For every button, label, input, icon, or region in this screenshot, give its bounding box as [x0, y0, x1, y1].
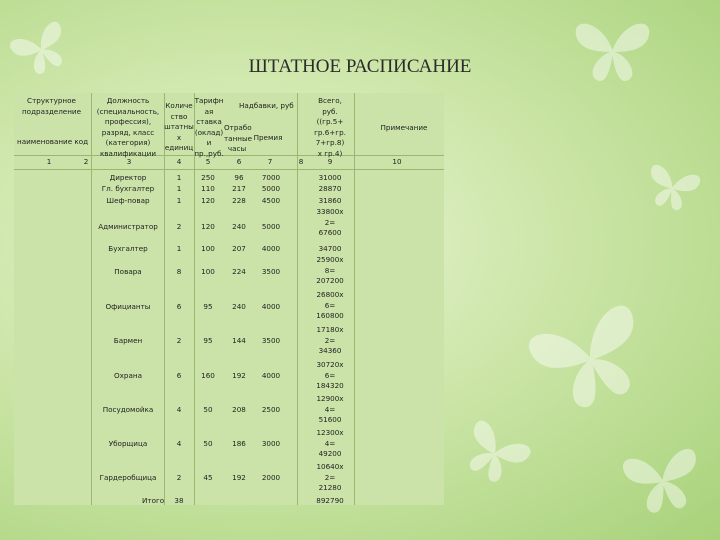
column-number: 3: [126, 157, 132, 166]
row-allowance: 192: [232, 371, 246, 380]
row-allowance: 144: [232, 336, 246, 345]
total-label: Итого: [142, 496, 165, 505]
row-allowance: 240: [232, 302, 246, 311]
row-bonus: 3500: [261, 267, 281, 276]
row-count: 8: [176, 267, 182, 276]
row-total: 26800х 6= 160800: [316, 290, 344, 320]
butterfly-decoration: [609, 432, 716, 527]
row-bonus: 4500: [261, 196, 281, 205]
row-count: 1: [176, 244, 182, 253]
row-allowance: 207: [232, 244, 246, 253]
butterfly-decoration: [444, 404, 546, 501]
header-bonus: Премия: [253, 133, 283, 142]
row-bonus: 5000: [261, 222, 281, 231]
column-number: 2: [83, 157, 89, 166]
row-position: Повара: [114, 267, 142, 276]
row-bonus: 2000: [261, 473, 281, 482]
page-title: ШТАТНОЕ РАСПИСАНИЕ: [248, 56, 472, 77]
butterfly-decoration: [634, 153, 711, 223]
row-tariff: 160: [201, 371, 215, 380]
row-tariff: 95: [203, 302, 213, 311]
row-count: 6: [176, 302, 182, 311]
row-bonus: 4000: [261, 302, 281, 311]
row-allowance: 186: [232, 439, 246, 448]
header-structural-unit: Структурное подразделение: [21, 96, 82, 116]
butterfly-decoration: [565, 10, 660, 90]
row-count: 1: [176, 196, 182, 205]
column-number: 8: [298, 157, 304, 166]
column-number: 5: [205, 157, 211, 166]
column-number: 1: [46, 157, 52, 166]
row-total: 30720х 6= 184320: [316, 360, 344, 390]
header-worked-hours: Отрабо танные часы: [224, 123, 253, 153]
row-bonus: 4000: [261, 371, 281, 380]
row-total: 25900х 8= 207200: [316, 255, 344, 285]
header-name-code: наименование код: [17, 137, 89, 146]
row-bonus: 3000: [261, 439, 281, 448]
row-bonus: 5000: [261, 184, 281, 193]
column-number: 10: [392, 157, 402, 166]
row-allowance: 217: [232, 184, 246, 193]
row-tariff: 120: [201, 222, 215, 231]
row-tariff: 50: [203, 439, 213, 448]
row-count: 6: [176, 371, 182, 380]
row-allowance: 228: [232, 196, 246, 205]
row-total: 31000: [318, 173, 342, 182]
row-bonus: 3500: [261, 336, 281, 345]
row-allowance: 96: [234, 173, 244, 182]
row-position: Гл. бухгалтер: [101, 184, 155, 193]
row-tariff: 50: [203, 405, 213, 414]
row-total: 17180х 2= 34360: [316, 325, 344, 355]
header-note: Примечание: [380, 123, 428, 132]
row-tariff: 120: [201, 196, 215, 205]
row-total: 12300х 4= 49200: [316, 428, 344, 458]
column-number: 7: [267, 157, 273, 166]
row-position: Охрана: [114, 371, 142, 380]
row-total: 31860: [318, 196, 342, 205]
row-allowance: 208: [232, 405, 246, 414]
row-count: 4: [176, 405, 182, 414]
row-position: Шеф-повар: [106, 196, 150, 205]
row-allowance: 224: [232, 267, 246, 276]
header-allowances: Надбавки, руб: [239, 101, 294, 110]
row-position: Администратор: [98, 222, 158, 231]
row-count: 1: [176, 184, 182, 193]
header-position: Должность (специальность, профессия), разряд, класс (категория) квалификации: [96, 96, 160, 158]
row-position: Уборщица: [108, 439, 148, 448]
row-position: Посудомойка: [102, 405, 154, 414]
grand-total: 892790: [316, 496, 344, 505]
header-tariff: Тарифн ая ставка (оклад) и пр.,руб.: [194, 96, 224, 158]
row-position: Гардеробщица: [99, 473, 157, 482]
total-count: 38: [174, 496, 184, 505]
row-total: 34700: [318, 244, 342, 253]
header-total: Всего, руб. ((гр.5+ гр.6+гр. 7+гр.8) х гр.4): [314, 96, 346, 158]
row-tariff: 95: [203, 336, 213, 345]
column-number: 4: [176, 157, 182, 166]
row-bonus: 4000: [261, 244, 281, 253]
row-tariff: 110: [201, 184, 215, 193]
row-tariff: 100: [201, 267, 215, 276]
staff-schedule-table: [14, 93, 444, 505]
row-bonus: 7000: [261, 173, 281, 182]
row-count: 2: [176, 336, 182, 345]
row-count: 1: [176, 173, 182, 182]
column-number: 6: [236, 157, 242, 166]
row-total: 28870: [318, 184, 342, 193]
row-allowance: 192: [232, 473, 246, 482]
header-count: Количе ство штатны х единиц: [164, 101, 194, 152]
row-total: 33800х 2= 67600: [316, 207, 344, 237]
row-count: 4: [176, 439, 182, 448]
row-position: Официанты: [105, 302, 151, 311]
row-count: 2: [176, 222, 182, 231]
row-position: Директор: [109, 173, 147, 182]
row-total: 10640х 2= 21280: [316, 462, 344, 492]
row-bonus: 2500: [261, 405, 281, 414]
column-number: 9: [327, 157, 333, 166]
row-position: Бармен: [113, 336, 143, 345]
row-tariff: 45: [203, 473, 213, 482]
row-position: Бухгалтер: [108, 244, 148, 253]
row-tariff: 250: [201, 173, 215, 182]
row-total: 12900х 4= 51600: [316, 394, 344, 424]
row-tariff: 100: [201, 244, 215, 253]
butterfly-decoration: [505, 280, 676, 436]
row-count: 2: [176, 473, 182, 482]
row-allowance: 240: [232, 222, 246, 231]
